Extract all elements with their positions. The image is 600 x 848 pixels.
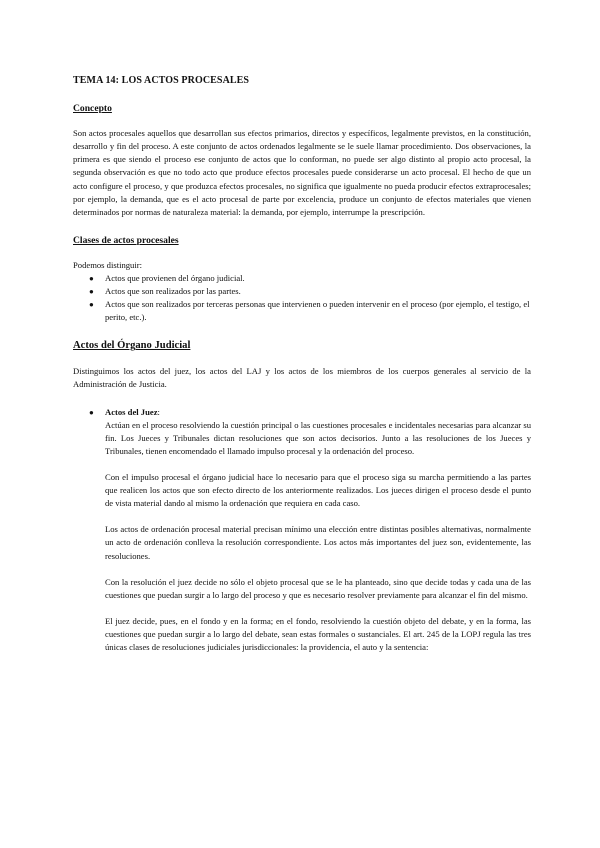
juez-paragraph: Los actos de ordenación procesal material precisan mínimo una elección entre distintas posibles alternativas, normalmente un acto de ordenación conlleva la resolución correspondiente. Los actos más importantes del juez son, evidentemente, las resoluciones. <box>105 524 531 561</box>
list-item: ● Actos que son realizados por las partes. <box>73 285 531 298</box>
concepto-paragraph: Son actos procesales aquellos que desarrollan sus efectos primarios, directos y específicos, legalmente previstos, en la constitución, desarrollo y fin del proceso. A este conjunto de actos ordenados legalmente se le suele llamar procedimiento. Dos observaciones, la primera es que siendo el proceso ese conjunto de actos que lo conforman, no puede ser algo distinto al propio acto procesal, la segunda observación es que no todo acto que produce efectos procesales puede considerarse un acto procesal. El hecho de que un acto configure el proceso, y que produzca efectos procesales, no significa que igualmente no pueda producir efectos extraprocesales; por ejemplo, la demanda, que es el acto procesal de parte por excelencia, produce un conjunto de efectos materiales que vienen determinados por normas de naturaleza material: la demanda, por ejemplo, interrumpe la prescripción. <box>73 128 531 217</box>
section-heading-concepto: Concepto <box>73 103 112 115</box>
list-item: ● Actos que provienen del órgano judicial. <box>73 272 531 285</box>
clases-list <box>73 272 531 324</box>
organo-intro: Distinguimos los actos del juez, los actos del LAJ y los actos de los miembros de los cuerpos generales al servicio de la Administración de Justicia. <box>73 365 531 389</box>
document-page <box>73 74 531 667</box>
bullet-icon: ● <box>89 274 94 284</box>
list-item: ● Actos que son realizados por terceras personas que intervienen o pueden intervenir en el proceso (por ejemplo, el testigo, el perito, etc.). <box>89 299 530 323</box>
clases-intro: Podemos distinguir: <box>73 259 142 270</box>
juez-paragraph: Con el impulso procesal el órgano judicial hace lo necesario para que el proceso siga su marcha permitiendo a las partes que realicen los actos que son efecto directo de los anteriormente realizados. Los jueces dirigen el proceso desde el punto de vista material dando al mismo la ordenación que requiera en cada caso. <box>105 472 531 509</box>
actos-del-juez-item: ● Actos del Juez: Actúan en el proceso resolviendo la cuestión principal o las cuestiones procesales e incidentales necesarias para alcanzar su fin. Los Jueces y Tribunales dictan resoluciones que son actos decisorios. Junto a las resoluciones de los Jueces y Tribunales, tienen encomendado el llamado impulso procesal y la ordenación del proceso. Con el impulso procesal el órgano judicial hace lo necesario para que el proceso siga su marcha permitiendo a las partes que realicen los actos que son efecto directo de los anteriormente realizados. Los jueces dirigen el proceso desde el punto de vista material dando al mismo la ordenación que requiera en cada caso. Los actos de ordenación procesal material precisan mínimo una elección entre distintas posibles alternativas, normalmente un acto de ordenación conlleva la resolución correspondiente. Los actos más importantes del juez son, evidentemente, las resoluciones. Con la resolución el juez decide no sólo el objeto procesal que se le ha planteado, sino que decide todas y cada una de las cuestiones que puedan surgir a lo largo del proceso y que es necesario resolver previamente para alcanzar el fin del mismo. El juez decide, pues, en el fondo y en la forma; en el fondo, resolviendo la cuestión objeto del debate, y en la forma, las cuestiones que puedan surgir a lo largo del debate, sean estas formales o sustanciales. El art. 245 de la LOPJ regula las tres únicas clases de resoluciones judiciales jurisdiccionales: la providencia, el auto y la sentencia: <box>73 406 531 654</box>
bullet-icon: ● <box>89 407 94 417</box>
juez-paragraph: El juez decide, pues, en el fondo y en la forma; en el fondo, resolviendo la cuestión objeto del debate, y en la forma, las cuestiones que puedan surgir a lo largo del debate, sean estas formales o sustanciales. El art. 245 de la LOPJ regula las tres únicas clases de resoluciones judiciales jurisdiccionales: la providencia, el auto y la sentencia: <box>105 615 531 652</box>
juez-paragraph: Actúan en el proceso resolviendo la cuestión principal o las cuestiones procesales e incidentales necesarias para alcanzar su fin. Los Jueces y Tribunales dictan resoluciones que son actos decisorios. Junto a las resoluciones de los Jueces y Tribunales, tienen encomendado el llamado impulso procesal y la ordenación del proceso. <box>105 419 531 456</box>
actos-del-juez-label: Actos del Juez <box>105 406 158 417</box>
document-title: TEMA 14: LOS ACTOS PROCESALES <box>73 75 250 86</box>
bullet-icon: ● <box>89 300 94 310</box>
juez-paragraph: Con la resolución el juez decide no sólo el objeto procesal que se le ha planteado, sino que decide todas y cada una de las cuestiones que puedan surgir a lo largo del proceso y que es necesario resolver previamente para alcanzar el fin del mismo. <box>105 576 531 600</box>
section-heading-organo-judicial: Actos del Órgano Judicial <box>73 340 191 352</box>
section-heading-clases: Clases de actos procesales <box>73 234 179 246</box>
bullet-icon: ● <box>89 287 94 297</box>
